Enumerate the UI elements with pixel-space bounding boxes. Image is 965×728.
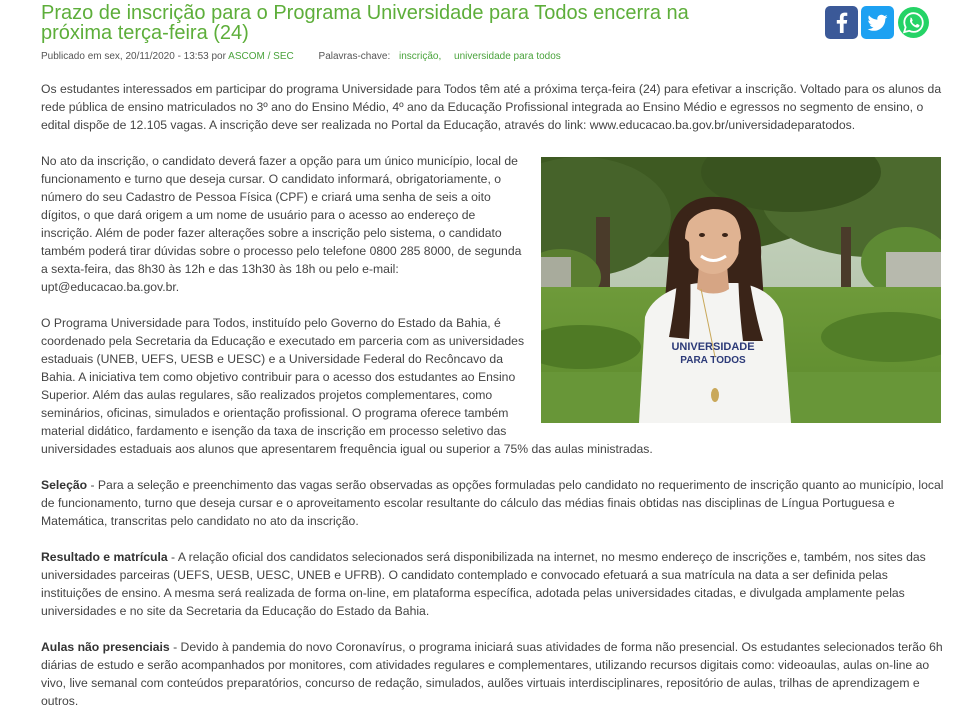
- section-selecao: [41, 476, 946, 530]
- paragraph-programa: O Programa Universidade para Todos, instituído pelo Governo do Estado da Bahia, é coordenado pela Secretaria da Educação e executado em parceria com as universidades estaduais (UNEB, UEFS, UESB e UESC) e a Universidade Federal do Recôncavo da Bahia. A iniciativa tem como objetivo contribuir para o acesso dos estudantes ao Ensino Superior. Além das aulas regulares, são realizados projetos complementares, como seminários, oficinas, simulados e orientação profissional. O programa oferece também material didático, fardamento e isenção da taxa de inscrição em processo seletivo das universidades estaduais aos alunos que apresentarem frequência igual ou superior a 75% das aulas ministradas.: [41, 316, 653, 456]
- section-text-selecao: - Para a seleção e preenchimento das vagas serão observadas as opções formuladas pelo candidato no requerimento de inscrição quanto ao município, local de funcionamento, turno que deseja cursar e o aproveitamento escolar resultante do cálculo das médias finais obtidas nas disciplinas de Língua Portuguesa e Matemática, transcritas pelo candidato no ato da inscrição.: [41, 478, 944, 528]
- article-title: Prazo de inscrição para o Programa Universidade para Todos encerra na próxima terça-feira (24): [41, 2, 689, 44]
- section-text-resultado: - A relação oficial dos candidatos selecionados será disponibilizada na internet, no mesmo endereço de inscrições e, também, nos sites das universidades parceiras (UEFS, UESB, UESC, UNEB e UFRB). O candidato contemplado e convocado efetuará a sua matrícula na data a ser definida pelas instituições de ensino. A mesma será realizada de forma on-line, em plataforma específica, adotada pelas universidades citadas, e divulgada amplamente pelas universidades e no site da Secretaria da Educação do Estado da Bahia.: [41, 550, 926, 618]
- shirt-text-line1: UNIVERSIDADE: [671, 341, 755, 353]
- facebook-icon: [825, 6, 858, 39]
- whatsapp-icon: [897, 6, 930, 39]
- keyword-link-inscricao[interactable]: inscrição,: [399, 51, 442, 62]
- author-link[interactable]: ASCOM / SEC: [228, 51, 294, 62]
- section-heading-resultado: Resultado e matrícula: [41, 550, 168, 564]
- article-meta: [41, 51, 561, 62]
- share-bar: [825, 6, 930, 39]
- student-photo: [541, 157, 941, 423]
- section-aulas: [41, 638, 946, 710]
- keyword-link-universidade[interactable]: universidade para todos: [454, 51, 561, 62]
- published-info: Publicado em sex, 20/11/2020 - 13:53 por: [41, 51, 226, 62]
- twitter-icon: [861, 6, 894, 39]
- keywords-label: Palavras-chave:: [318, 51, 391, 62]
- shirt-text-line2: PARA TODOS: [680, 355, 746, 366]
- article-body: [41, 80, 946, 728]
- paragraph-inscricao: No ato da inscrição, o candidato deverá fazer a opção para um único município, local de funcionamento e turno que deseja cursar. O candidato informará, obrigatoriamente, o número do seu Cadastro de Pessoa Física (CPF) e criará uma senha de seis a oito dígitos, o que dará origem a um nome de usuário para o acesso ao endereço de inscrição. Além de poder fazer alterações sobre a inscrição pelo sistema, o candidato também poderá tirar dúvidas sobre o processo pelo telefone 0800 285 8000, de segunda a sexta-feira, das 8h30 às 12h e das 13h30 às 18h ou pelo e-mail: upt@educacao.ba.gov.br.: [41, 154, 522, 294]
- section-text-aulas: - Devido à pandemia do novo Coronavírus, o programa iniciará suas atividades de forma não presencial. Os estudantes selecionados terão 6h diárias de estudo e serão acompanhados por monitores, com atividades regulares e complementares, utilizando recursos digitais como: videoaulas, aulas on-line ao vivo, live semanal com conteúdos preparatórios, concurso de redação, simulados, aulões virtuais interdisciplinares, repositório de aulas, trilhas de aprendizagem e outros.: [41, 640, 943, 708]
- twitter-share-button[interactable]: [861, 6, 894, 39]
- section-resultado: [41, 548, 946, 620]
- facebook-share-button[interactable]: [825, 6, 858, 39]
- paragraph-intro: Os estudantes interessados em participar do programa Universidade para Todos têm até a próxima terça-feira (24) para efetivar a inscrição. Voltado para os alunos da rede pública de ensino matriculados no 3º ano do Ensino Médio, 4º ano da Educação Profissional integrada ao Ensino Médio e egressos no segmento de ensino, o edital dispõe de 12.105 vagas. A inscrição deve ser realizada no Portal da Educação, através do link: www.educacao.ba.gov.br/universidadeparatodos.: [41, 82, 942, 132]
- section-heading-aulas: Aulas não presenciais: [41, 640, 170, 654]
- whatsapp-share-button[interactable]: [897, 6, 930, 39]
- section-heading-selecao: Seleção: [41, 478, 88, 492]
